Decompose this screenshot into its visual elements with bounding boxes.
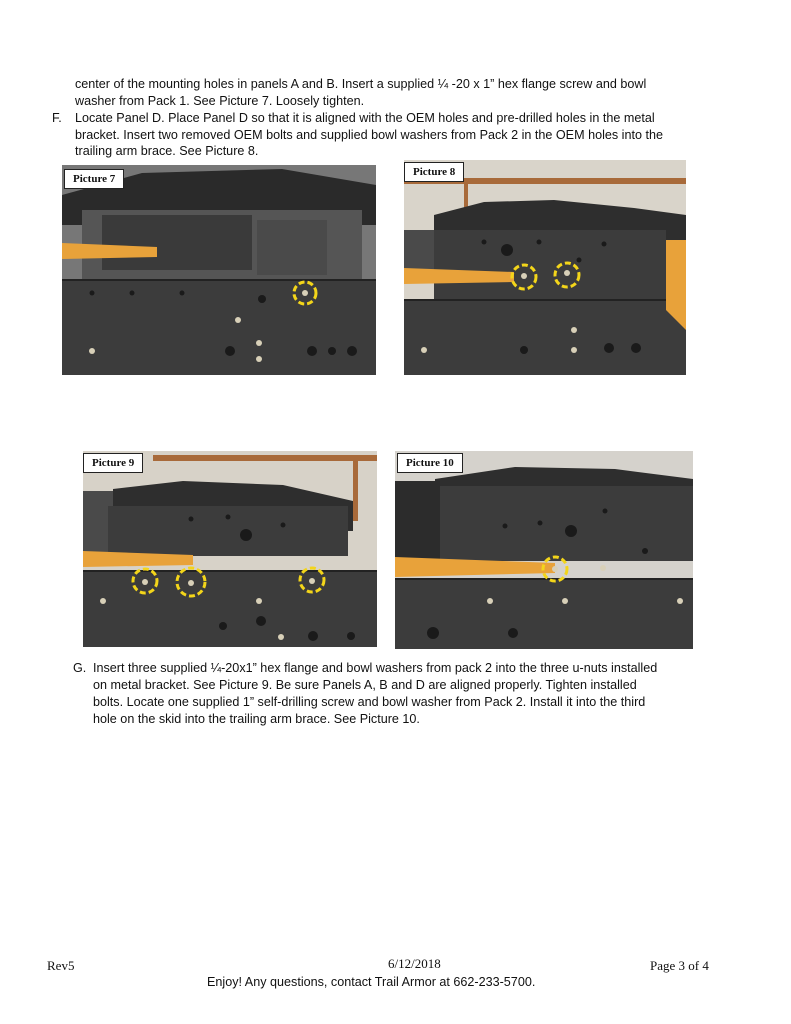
step-g-marker: G. xyxy=(73,661,87,675)
step-f-line-2: bracket. Insert two removed OEM bolts and supplied bowl washers from Pack 2 in the OEM holes into the xyxy=(75,128,663,142)
picture-9-photo xyxy=(83,451,377,647)
step-f-line-3: trailing arm brace. See Picture 8. xyxy=(75,144,259,158)
picture-8-photo xyxy=(404,160,686,375)
footer-revision: Rev5 xyxy=(47,958,75,973)
step-f-line-1: Locate Panel D. Place Panel D so that it is aligned with the OEM holes and pre-drilled holes in the metal xyxy=(75,111,655,125)
step-g-line-3: bolts. Locate one supplied 1” self-drilling screw and bowl washer from Pack 2. Install it into the third xyxy=(93,695,646,709)
picture-8-caption: Picture 8 xyxy=(404,162,464,182)
picture-9-caption: Picture 9 xyxy=(83,453,143,473)
footer-page-number: Page 3 of 4 xyxy=(650,958,709,973)
step-g-line-1: Insert three supplied ¼-20x1” hex flange and bowl washers from pack 2 into the three u-nuts installed xyxy=(93,661,658,675)
step-f-marker: F. xyxy=(52,111,62,125)
intro-line-2: washer from Pack 1. See Picture 7. Loosely tighten. xyxy=(75,94,365,108)
picture-10-photo xyxy=(395,451,693,649)
picture-10-caption: Picture 10 xyxy=(397,453,463,473)
step-g-line-2: on metal bracket. See Picture 9. Be sure Panels A, B and D are aligned properly. Tighten installed xyxy=(93,678,637,692)
picture-7-caption: Picture 7 xyxy=(64,169,124,189)
step-g-line-4: hole on the skid into the trailing arm brace. See Picture 10. xyxy=(93,712,420,726)
picture-7-photo xyxy=(62,165,376,375)
footer-date: 6/12/2018 xyxy=(388,956,441,971)
intro-line-1: center of the mounting holes in panels A and B. Insert a supplied ¼ -20 x 1” hex flange screw and bowl xyxy=(75,77,647,91)
footer-contact: Enjoy! Any questions, contact Trail Armor at 662-233-5700. xyxy=(207,975,536,989)
